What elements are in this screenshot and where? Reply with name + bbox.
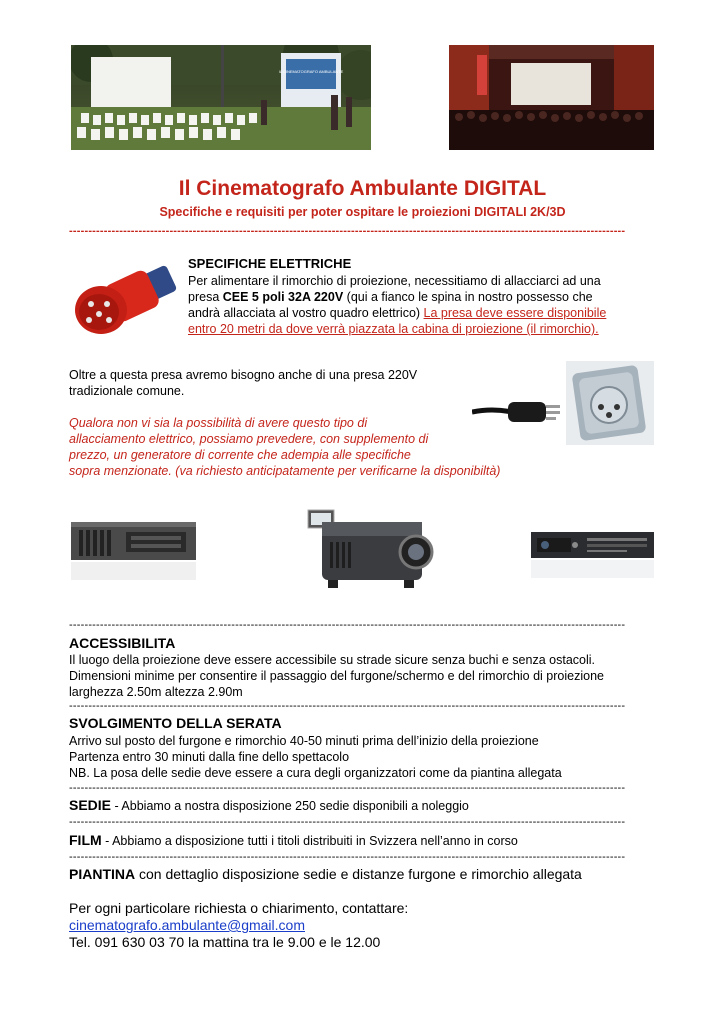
standard-plug-image [472,390,562,430]
contact-block [69,900,408,951]
film-heading: FILM [69,832,102,848]
server-image [71,518,196,584]
accessibility-line-2: Dimensioni minime per consentire il passaggio del furgone/schermo e del rimorchio di proiezione [69,669,604,683]
divider-5: ------------------------------------------------------------------------------------------------------------------------------------------------ [69,853,626,861]
electrical-line-2 [188,289,658,305]
electrical-heading: SPECIFICHE ELETTRICHE [188,256,352,271]
electrical-line-2-pre: presa [188,290,223,304]
divider-1: ------------------------------------------------------------------------------------------------------------------------------------------------ [69,621,626,629]
evening-heading: SVOLGIMENTO DELLA SERATA [69,715,282,731]
accessibility-line-3: larghezza 2.50m altezza 2.90m [69,685,243,699]
cee-spec: CEE 5 poli 32A 220V [222,290,344,304]
title-divider: ------------------------------------------------------------------------------------------------------------------------------------------------ [69,227,626,235]
media-server-image [531,528,654,583]
film-line [69,832,518,848]
evening-line-1: Arrivo sul posto del furgone e rimorchio 40-50 minuti prima dell’inizio della proiezione [69,734,539,748]
chairs-heading: SEDIE [69,797,112,813]
divider-2: ------------------------------------------------------------------------------------------------------------------------------------------------ [69,702,626,710]
digital-projector-image [304,508,439,596]
socket-text [69,367,489,399]
electrical-text [188,273,658,337]
wall-socket-image [566,361,654,445]
film-text: - Abbiamo a disposizione tutti i titoli distribuiti in Svizzera nell’anno in corso [101,834,518,848]
page-subtitle: Specifiche e requisiti per poter ospitare le proiezioni DIGITALI 2K/3D [159,205,566,219]
evening-line-2: Partenza entro 30 minuti dalla fine dello spettacolo [69,750,350,764]
accessibility-heading: ACCESSIBILITA [69,635,176,651]
generator-line-1: Qualora non vi sia la possibilità di avere questo tipo di [69,416,368,430]
divider-3: ------------------------------------------------------------------------------------------------------------------------------------------------ [69,784,626,792]
generator-line-4: sopra menzionate. (va richiesto anticipatamente per verificarne la disponibiltà) [69,464,501,478]
contact-intro: Per ogni particolare richiesta o chiarimento, contattare: [69,900,409,916]
electrical-line-2-post: (qui a fianco le spina in nostro possesso che [343,290,593,304]
distance-requirement-1: La presa deve essere disponibile [423,306,607,320]
socket-line-2: tradizionale comune. [69,384,185,398]
chairs-text: - Abbiamo a nostra disposizione 250 sedie disponibili a noleggio [111,799,469,813]
contact-email-link[interactable]: cinematografo.ambulante@gmail.com [69,917,305,933]
page-title: Il Cinematografo Ambulante DIGITAL [178,177,547,200]
map-heading: PIANTINA [69,866,136,882]
outdoor-cinema-photo [71,45,371,150]
accessibility-line-1: Il luogo della proiezione deve essere accessibile su strade sicure senza buchi e senza ostacoli. [69,653,595,667]
electrical-line-3 [188,305,658,321]
map-line [69,866,582,882]
map-text: con dettaglio disposizione sedie e distanze furgone e rimorchio allegata [135,866,582,882]
truck-sign-text: IL CINEMATOGRAFO AMBULANTE [278,69,344,74]
cee-plug-image [71,258,179,338]
electrical-line-3-pre: andrà allacciata al vostro quadro elettrico) [188,306,424,320]
indoor-cinema-photo [449,45,654,150]
socket-line-1: Oltre a questa presa avremo bisogno anche di una presa 220V [69,368,418,382]
generator-line-3: prezzo, un generatore di corrente che adempia alle specifiche [69,448,411,462]
generator-line-2: allacciamento elettrico, possiamo prevedere, con supplemento di [69,432,429,446]
evening-line-3: NB. La posa delle sedie deve essere a cura degli organizzatori come da piantina allegata [69,766,562,780]
contact-phone: Tel. 091 630 03 70 la mattina tra le 9.00 e le 12.00 [69,934,381,950]
divider-4: ------------------------------------------------------------------------------------------------------------------------------------------------ [69,818,626,826]
chairs-line [69,797,469,813]
distance-requirement-2: entro 20 metri da dove verrà piazzata la cabina di proiezione (il rimorchio). [188,322,599,336]
evening-text [69,733,659,781]
electrical-line-1: Per alimentare il rimorchio di proiezione, necessitiamo di allacciarci ad una [188,274,601,288]
accessibility-text [69,652,659,700]
